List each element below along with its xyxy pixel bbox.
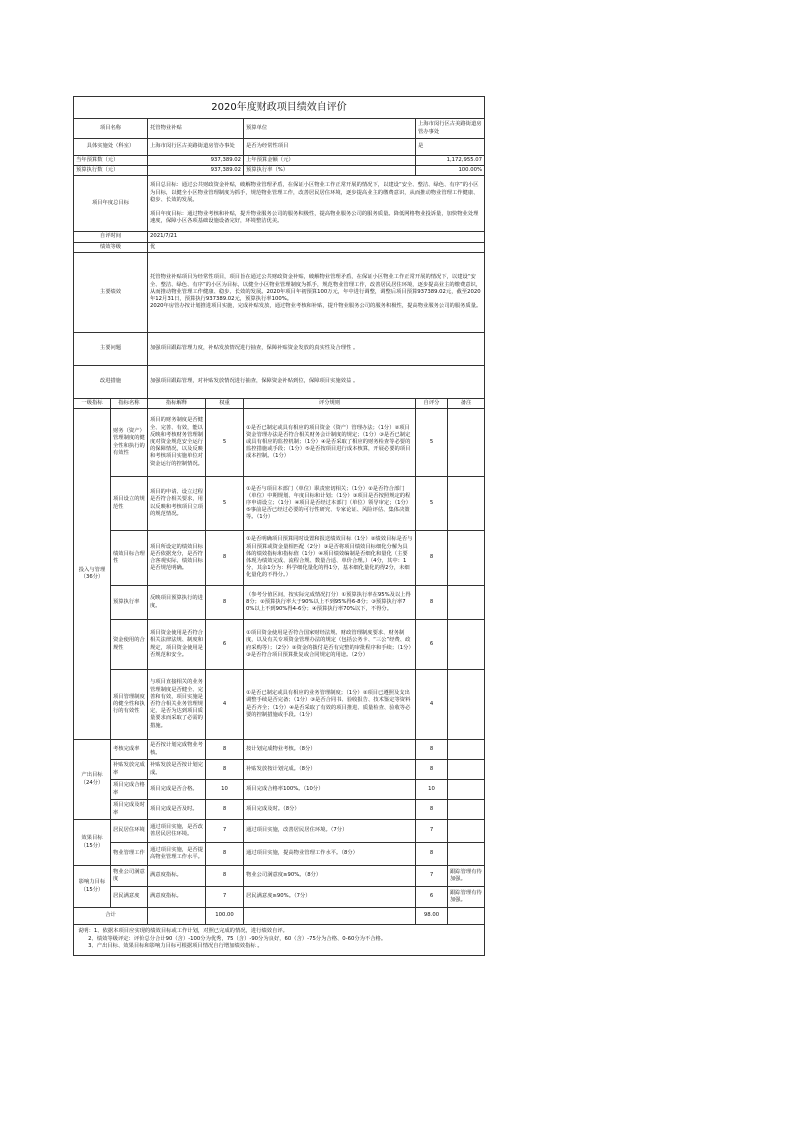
indicator-row <box>74 740 485 760</box>
indicator-name: 项目管理制度的健全性和执行的有效性 <box>111 670 148 740</box>
indicator-weight: 8 <box>206 740 244 760</box>
group-name: 投入与管理 （36分） <box>74 409 111 740</box>
group-name: 影响力目标 （15分） <box>74 866 111 908</box>
impl-dept: 上海市闵行区古美路街道房管办事处 <box>148 139 244 156</box>
budget-last-year: 1,172,955.07 <box>416 156 485 166</box>
goal-text: 项目总目标：通过公共财政资金补贴，破解物业管理矛盾，在保证小区物业工作正常开展的情况下，以建设“安全、整洁、绿色、有序”的小区为目标，以健全小区物业管理制度为抓手，规范物业管理工作，改善居民居住环境，逐步提高业主的缴费意识，从而推动物业管理工作健康、稳步、长效的发展。 项目年度目标：通过物业考核和补贴，提升物业服务公司的服务积极性，提高物业服务公司的服务质量。降低网格物业投诉量，加快物业处理速度，保障小区各项基础设施设备完好，环境整洁优美。 <box>148 176 485 232</box>
exec-num-label: 预算执行数（元） <box>74 166 148 176</box>
indicator-weight: 8 <box>206 866 244 887</box>
indicator-note <box>448 620 485 670</box>
indicator-explain: 满意度指标。 <box>148 866 206 887</box>
indicator-name: 项目完成及时率 <box>111 800 148 820</box>
indicator-score: 4 <box>416 670 448 740</box>
indicator-explain: 与项目直接相关的业务管理制度是否健全、完善和有效，项目实施是否符合相关业务管理规定，是否为达到项目质量要求而采取了必需的措施。 <box>148 670 206 740</box>
indicator-weight: 6 <box>206 620 244 670</box>
indicator-weight: 5 <box>206 409 244 477</box>
indicator-score: 8 <box>416 800 448 820</box>
indicator-name: 考核完成率 <box>111 740 148 760</box>
total-score: 98.00 <box>416 908 448 925</box>
page-title: 2020年度财政项目绩效自评价 <box>74 97 485 119</box>
total-explain <box>148 908 206 925</box>
indicator-note <box>448 586 485 620</box>
indicator-explain: 通过项目实施，是否改善居民居住环境。 <box>148 820 206 843</box>
col-header-score: 自评分 <box>416 398 448 408</box>
indicator-score: 8 <box>416 586 448 620</box>
group-name: 产出目标 （24分） <box>74 740 111 820</box>
indicator-rule: ①项目资金使用是否符合国家财经法规、财政管理制度要求、财务制度，以及有关专项资金管理办法的规定（包括公务卡、“三公”经费、政府采购等）；（2分）②资金的拨付是否有完整的审批程序和手续；（1分）③是否符合项目预算批复或合同规定的用途。（2分） <box>244 620 416 670</box>
indicator-name: 资金使用的合规性 <box>111 620 148 670</box>
goal-label: 项目年度总目标 <box>74 176 148 232</box>
indicator-name: 绩效目标合理性 <box>111 531 148 586</box>
indicator-explain: 项目资金使用是否符合相关法律法规、制度和规定，项目资金使用是否规范和安全。 <box>148 620 206 670</box>
indicator-note <box>448 531 485 586</box>
indicator-rule: 项目完成及时。（8分） <box>244 800 416 820</box>
impl-dept-label: 具体实施处（科室） <box>74 139 148 156</box>
indicator-note: 跟踪管理有待加强。 <box>448 887 485 908</box>
problem-text: 加强项目跟踪管理力度，补贴发放情况进行抽查，保障补贴资金发放的真实性及合理性 。 <box>148 332 485 365</box>
budget-last-year-label: 上年预算金额（元） <box>244 156 416 166</box>
eval-time: 2021/7/21 <box>148 232 485 242</box>
indicator-rule: 通过项目实施，改善居民居住环境。（7分） <box>244 820 416 843</box>
recurring-value: 是 <box>416 139 485 156</box>
indicator-note: 跟踪管理有待加强。 <box>448 866 485 887</box>
indicator-explain: 项目所设定的绩效目标是否依据充分，是否符合客观实际，绩效目标是否规范明确。 <box>148 531 206 586</box>
col-header-note: 备注 <box>448 398 485 408</box>
exec-rate-label: 预算执行率（%） <box>244 166 416 176</box>
indicator-row <box>74 866 485 887</box>
indicator-row <box>74 670 485 740</box>
indicator-score: 8 <box>416 760 448 780</box>
indicator-row <box>74 800 485 820</box>
indicator-score: 7 <box>416 820 448 843</box>
indicator-row <box>74 887 485 908</box>
indicator-note <box>448 477 485 531</box>
improve-label: 改进措施 <box>74 365 148 398</box>
indicator-name: 财务（资产）管理制度的健全性和执行的有效性 <box>111 409 148 477</box>
indicator-score: 5 <box>416 477 448 531</box>
improve-text: 加强项目跟踪管理，对补贴发放情况进行抽查，保障资金补贴到位，保障项目实施效益 。 <box>148 365 485 398</box>
indicator-explain: 项目完成是否合格。 <box>148 780 206 800</box>
indicator-row <box>74 409 485 477</box>
indicator-weight: 8 <box>206 760 244 780</box>
budget-unit: 上海市闵行区古美路街道房管办事处 <box>416 119 485 139</box>
column-header-row <box>74 398 485 408</box>
col-header-name: 指标名称 <box>111 398 148 408</box>
project-name: 托管物业补贴 <box>148 119 244 139</box>
indicator-rule: 补贴发放按计划完成。（8分） <box>244 760 416 780</box>
total-weight: 100.00 <box>206 908 244 925</box>
indicator-note <box>448 820 485 843</box>
col-header-weight: 权重 <box>206 398 244 408</box>
indicator-row <box>74 477 485 531</box>
col-header-rule: 评分规则 <box>244 398 416 408</box>
indicator-name: 项目设立的规范性 <box>111 477 148 531</box>
indicator-row <box>74 531 485 586</box>
indicator-score: 7 <box>416 866 448 887</box>
grade-value: 优 <box>148 242 485 252</box>
indicator-weight: 7 <box>206 820 244 843</box>
indicator-rule: 按计划完成物业考核。（8分） <box>244 740 416 760</box>
indicator-note <box>448 740 485 760</box>
indicator-explain: 满意度指标。 <box>148 887 206 908</box>
indicator-note <box>448 760 485 780</box>
indicator-score: 8 <box>416 740 448 760</box>
exec-num: 937,389.02 <box>148 166 244 176</box>
indicator-weight: 7 <box>206 887 244 908</box>
indicator-score: 8 <box>416 531 448 586</box>
indicator-note <box>448 843 485 866</box>
budget-this-year: 937,389.02 <box>148 156 244 166</box>
indicator-rule: 物业公司满意度≥90%。（8分） <box>244 866 416 887</box>
indicator-explain: 反映项目预算执行的进度。 <box>148 586 206 620</box>
indicator-score: 6 <box>416 620 448 670</box>
problem-label: 主要问题 <box>74 332 148 365</box>
eval-time-label: 自评时间 <box>74 232 148 242</box>
indicator-row <box>74 780 485 800</box>
indicator-score: 6 <box>416 887 448 908</box>
indicator-rule: ①是否与项目本部门（单位）职责密切相关；（1分）②是否符合部门（单位）中期规划、年度目标和计划；（1分）③项目是否按照规定的程序申请设立；（1分）④项目是否经过本部门（单位）领导审定；（1分）⑤事前是否已经过必要的可行性研究、专家论证、风险评估、集体决策等。（1分） <box>244 477 416 531</box>
indicator-row <box>74 586 485 620</box>
group-name: 效果目标 （15分） <box>74 820 111 866</box>
evaluation-table <box>73 96 485 956</box>
total-label: 合计 <box>74 908 148 925</box>
indicator-row <box>74 620 485 670</box>
perf-label: 主要绩效 <box>74 252 148 332</box>
project-name-label: 项目名称 <box>74 119 148 139</box>
evaluation-form <box>73 96 484 956</box>
indicator-weight: 5 <box>206 477 244 531</box>
indicator-explain: 是否按计划完成物业考核。 <box>148 740 206 760</box>
indicator-note <box>448 409 485 477</box>
col-header-explain: 指标解释 <box>148 398 206 408</box>
indicator-explain: 项目的申请、设立过程是否符合相关要求，用以反映和考核项目立项的规范情况。 <box>148 477 206 531</box>
total-note <box>448 908 485 925</box>
indicator-explain: 项目的财务制度是否健全、完善、有效，能以反映和考核财务管理制度对资金规范安全运行的保障情况，以及反映和考核项目实施单位对资金运行的控制情况。 <box>148 409 206 477</box>
indicator-rule: 居民满意度≥90%。（7分） <box>244 887 416 908</box>
indicator-rule: （参考分值区间，按实际完成情况打分）①预算执行率在95%及以上得8分；②预算执行率大于90%以上不到95%得6-8分；③预算执行率70%以上不到90%得4-6分；④预算执行率70%以下，不得分。 <box>244 586 416 620</box>
indicator-note <box>448 780 485 800</box>
indicator-weight: 8 <box>206 586 244 620</box>
indicator-rule: ①是否明确项目预算同时设置和报送绩效目标（1分）②绩效目标是否与项目预算或资金量相匹配（2分）③是否将项目绩效目标细化分解为具体的绩效指标和指标值（1分）④项目绩效编制是否细化和量化（主要体现为绩效完成、流程合规、数量合适、单价合理。）（4分，其中：1分，其余1分为：科学细化量化的得1分，基本细化量化的得2分，未细化量化的不得分。） <box>244 531 416 586</box>
exec-rate: 100.00% <box>416 166 485 176</box>
indicator-explain: 补贴发放是否按计划完成。 <box>148 760 206 780</box>
indicator-name: 物业管理工作 <box>111 843 148 866</box>
indicator-rule: 项目完成合格率100%。（10分） <box>244 780 416 800</box>
indicator-name: 预算执行率 <box>111 586 148 620</box>
indicator-weight: 8 <box>206 800 244 820</box>
budget-this-year-label: 当年预算数（元） <box>74 156 148 166</box>
indicator-name: 物业公司满意度 <box>111 866 148 887</box>
perf-text: 托管物业补贴项目为经常性项目，项目旨在通过公共财政资金补贴，破解物业管理矛盾，在保证小区物业工作正常开展的情况下，以建设“安全、整洁、绿色、有序”的小区为目标，以健全小区物业管理制度为抓手，规范物业管理工作，改善居民居住环境，逐步提高业主的缴费意识，从而推动物业管理工作健康、稳步、长效的发展。2020年项目年初预算100万元，年中进行调整，调整后项目预算937389.02元，截至2020年12月31日，预算执行937389.02元，预算执行率100%。 2020年房管办按计划推进项目实施，完成补贴发放，通过物业考核和补贴，提升物业服务公司的服务积极性，提高物业服务公司的服务质量。 <box>148 252 485 332</box>
notes: 说明：1、依据本项目应实现的绩效目标或工作计划，对照已完成的情况，进行绩效自评。 2、绩效等级评定：评价总分合计90（含）-100分为优秀，75（含）-90分为良好，60（含）-75分为合格、0-60分为不合格。 3、产出目标、效果目标和影响力目标可根据项目情况自行增加绩效指标 。 <box>74 925 485 956</box>
indicator-note <box>448 800 485 820</box>
recurring-label: 是否为经常性项目 <box>244 139 416 156</box>
indicator-name: 居民满意度 <box>111 887 148 908</box>
indicator-weight: 8 <box>206 843 244 866</box>
indicator-rule: ①是否已制定或具有相应的业务管理制度；（1分）②项目已遵照及支出调整手续是否完备；（1分）③是否合同书、验收报告、技术鉴定等资料是否齐全；（1分）④是否采取了有效的项目推进、质量检查、验收等必要的控制措施或手段。（1分） <box>244 670 416 740</box>
indicator-row <box>74 760 485 780</box>
indicator-score: 10 <box>416 780 448 800</box>
indicator-rule: ①是否已制定或具有相应的项目资金（资产）管理办法；（1分）②项目资金管理办法是否符合相关财务会计制度的规定；（1分）③是否已制定或具有相应的监控机制；（1分）④是否采取了相应的财务检查等必要的监控措施或手段；（1分）⑤是否按项目进行成本核算，开展必要的项目成本控制。（1分） <box>244 409 416 477</box>
indicator-explain: 项目完成是否及时。 <box>148 800 206 820</box>
indicator-weight: 10 <box>206 780 244 800</box>
budget-unit-label: 预算单位 <box>244 119 416 139</box>
indicator-weight: 4 <box>206 670 244 740</box>
indicator-row <box>74 843 485 866</box>
indicator-note <box>448 670 485 740</box>
grade-label: 绩效等级 <box>74 242 148 252</box>
col-header-level1: 一级指标 <box>74 398 111 408</box>
total-rule <box>244 908 416 925</box>
indicator-weight: 8 <box>206 531 244 586</box>
indicator-row <box>74 820 485 843</box>
indicator-explain: 通过项目实施，是否提高物业管理工作水平。 <box>148 843 206 866</box>
indicator-score: 8 <box>416 843 448 866</box>
indicator-score: 5 <box>416 409 448 477</box>
indicator-rule: 通过项目实施，提高物业管理工作水平。（8分） <box>244 843 416 866</box>
indicator-name: 项目完成合格率 <box>111 780 148 800</box>
indicator-name: 补贴发放完成率 <box>111 760 148 780</box>
indicator-name: 居民居住环境 <box>111 820 148 843</box>
